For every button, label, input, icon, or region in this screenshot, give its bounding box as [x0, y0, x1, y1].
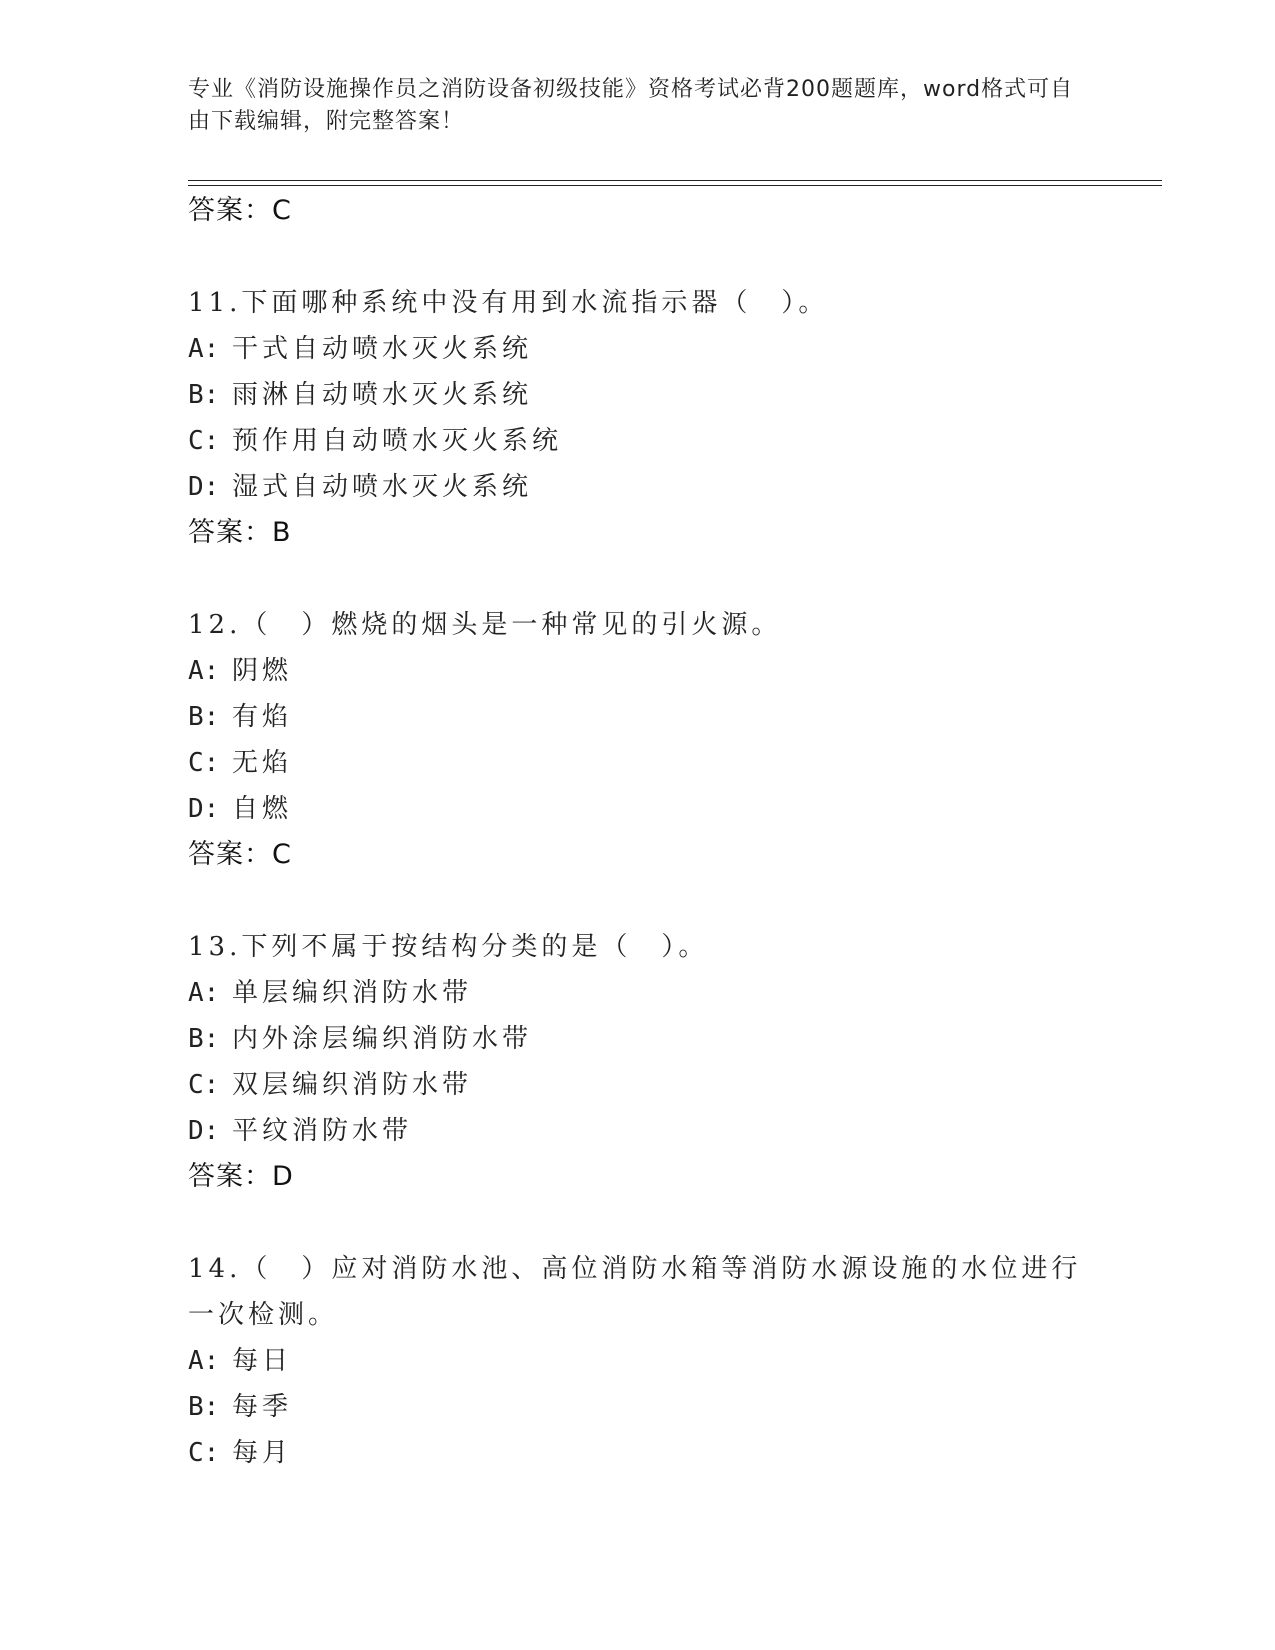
option-letter: A:: [188, 334, 220, 364]
question-14: [188, 1246, 1088, 1476]
option-letter: B:: [188, 1024, 220, 1054]
option-text: 平纹消防水带: [232, 1116, 413, 1146]
question-text: 14.（ ）应对消防水池、高位消防水箱等消防水源设施的水位进行一次检测。: [188, 1254, 1082, 1330]
option-text: 预作用自动喷水灭火系统: [232, 426, 563, 456]
option-text: 有焰: [232, 702, 293, 732]
option-b: [188, 372, 1088, 418]
option-letter: B:: [188, 702, 220, 732]
option-text: 内外涂层编织消防水带: [232, 1024, 533, 1054]
option-a: [188, 970, 1088, 1016]
question-13: [188, 924, 1088, 1200]
option-a: [188, 648, 1088, 694]
option-letter: C:: [188, 1070, 220, 1100]
question-12: [188, 602, 1088, 878]
questions-content: [188, 188, 1088, 1476]
option-letter: D:: [188, 1116, 220, 1146]
option-letter: C:: [188, 748, 220, 778]
option-text: 无焰: [232, 748, 293, 778]
option-text: 每月: [232, 1438, 293, 1468]
option-letter: C:: [188, 426, 220, 456]
option-c: [188, 418, 1088, 464]
option-text: 干式自动喷水灭火系统: [232, 334, 533, 364]
document-header: 专业《消防设施操作员之消防设备初级技能》资格考试必背200题题库，word格式可自由下载编辑，附完整答案！: [188, 77, 1074, 134]
option-letter: B:: [188, 1392, 220, 1422]
question-11: [188, 280, 1088, 556]
option-d: [188, 786, 1088, 832]
question-text: 13.下列不属于按结构分类的是（ ）。: [188, 932, 709, 962]
option-c: [188, 740, 1088, 786]
answer-line: 答案：B: [188, 517, 292, 548]
question-text: 12.（ ）燃烧的烟头是一种常见的引火源。: [188, 610, 782, 640]
option-text: 自燃: [232, 794, 293, 824]
option-d: [188, 464, 1088, 510]
option-text: 双层编织消防水带: [232, 1070, 473, 1100]
option-c: [188, 1062, 1088, 1108]
option-text: 每日: [232, 1346, 293, 1376]
option-a: [188, 1338, 1088, 1384]
option-d: [188, 1108, 1088, 1154]
option-letter: B:: [188, 380, 220, 410]
option-letter: A:: [188, 656, 220, 686]
option-b: [188, 1384, 1088, 1430]
option-letter: C:: [188, 1438, 220, 1468]
option-letter: A:: [188, 1346, 220, 1376]
option-b: [188, 694, 1088, 740]
option-letter: D:: [188, 472, 220, 502]
option-b: [188, 1016, 1088, 1062]
option-letter: A:: [188, 978, 220, 1008]
option-text: 单层编织消防水带: [232, 978, 473, 1008]
answer-line: 答案：C: [188, 839, 292, 870]
option-text: 阴燃: [232, 656, 293, 686]
option-c: [188, 1430, 1088, 1476]
answer-line: 答案：C: [188, 195, 292, 226]
option-text: 湿式自动喷水灭火系统: [232, 472, 533, 502]
header-rule-bottom: [188, 185, 1162, 186]
question-text: 11.下面哪种系统中没有用到水流指示器（ ）。: [188, 288, 829, 318]
answer-line: 答案：D: [188, 1161, 294, 1192]
header-rule-top: [188, 180, 1162, 181]
option-text: 雨淋自动喷水灭火系统: [232, 380, 533, 410]
option-a: [188, 326, 1088, 372]
option-letter: D:: [188, 794, 220, 824]
option-text: 每季: [232, 1392, 293, 1422]
